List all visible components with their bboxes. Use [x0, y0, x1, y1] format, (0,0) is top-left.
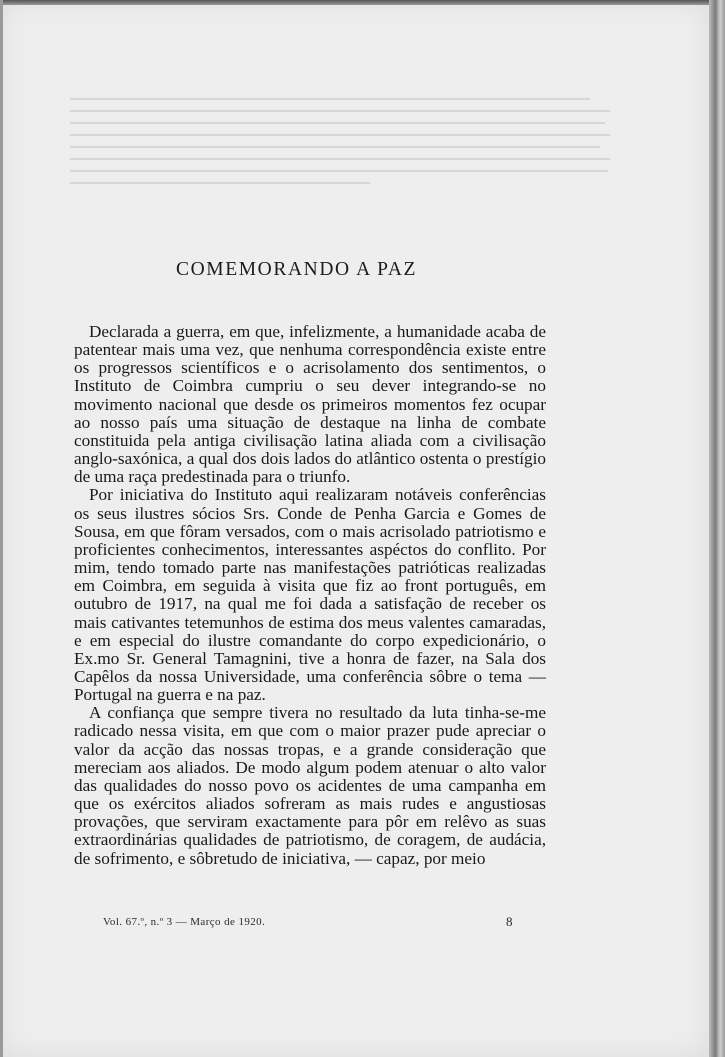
- right-edge-shadow: [709, 0, 725, 1057]
- paragraph-1: Declarada a guerra, em que, infelizmente, a humanidade acaba de patentear mais uma vez, que nenhuma correspondência existe entre os progressos scientíficos e o acrisolamento dos sentimentos, o Instituto de Coimbra cumpriu o seu dever integrando-se no movimento nacional que desde os primeiros momentos fez ocupar ao nosso país uma situação de destaque na linha de combate constituida pela antiga civilisação latina aliada com a civilisação anglo-saxónica, a qual dos dois lados do atlântico ostenta o prestígio de uma raça predestinada para o triunfo.: [74, 322, 546, 487]
- footer-issue-line: Vol. 67.º, n.º 3 — Março de 1920.: [103, 916, 266, 928]
- article-title: COMEMORANDO A PAZ: [176, 259, 418, 280]
- show-through-texture: [70, 92, 630, 194]
- paragraph-3: A confiança que sempre tivera no resultado da luta tinha-se-me radicado nessa visita, em que com o maior prazer pude apreciar o valor da acção das nossas tropas, e a grande consideração que mereciam aos aliados. De modo algum podem atenuar o alto valor das qualidades do nosso povo os acidentes de uma campanha em que os exércitos aliados sofreram as mais rudes e angustiosas provações, que serviram exactamente para pôr em relêvo as suas extraordinárias qualidades de patriotismo, de coragem, de audácia, de sofrimento, e sôbretudo de iniciativa, — capaz, por meio: [74, 703, 546, 868]
- footer-signature-number: 8: [506, 914, 513, 929]
- top-edge: [0, 0, 725, 5]
- left-edge: [0, 0, 3, 1057]
- article-body: [74, 323, 546, 868]
- paragraph-2: Por iniciativa do Instituto aqui realizaram notáveis conferências os seus ilustres sócios Srs. Conde de Penha Garcia e Gomes de Sousa, em que fôram versados, com o mais acrisolado patriotismo e proficientes conhecimentos, interessantes aspéctos do conflito. Por mim, tendo tomado parte nas manifestações patrióticas realizadas em Coimbra, em seguida à visita que fiz ao front português, em outubro de 1917, na qual me foi dada a satisfação de receber os mais cativantes tetemunhos de estima dos meus valentes camaradas, e em especial do ilustre comandante do corpo expedicionário, o Ex.mo Sr. General Tamagnini, tive a honra de fazer, na Sala dos Capêlos da nossa Universidade, uma conferência sôbre o tema — Portugal na guerra e na paz.: [74, 485, 546, 705]
